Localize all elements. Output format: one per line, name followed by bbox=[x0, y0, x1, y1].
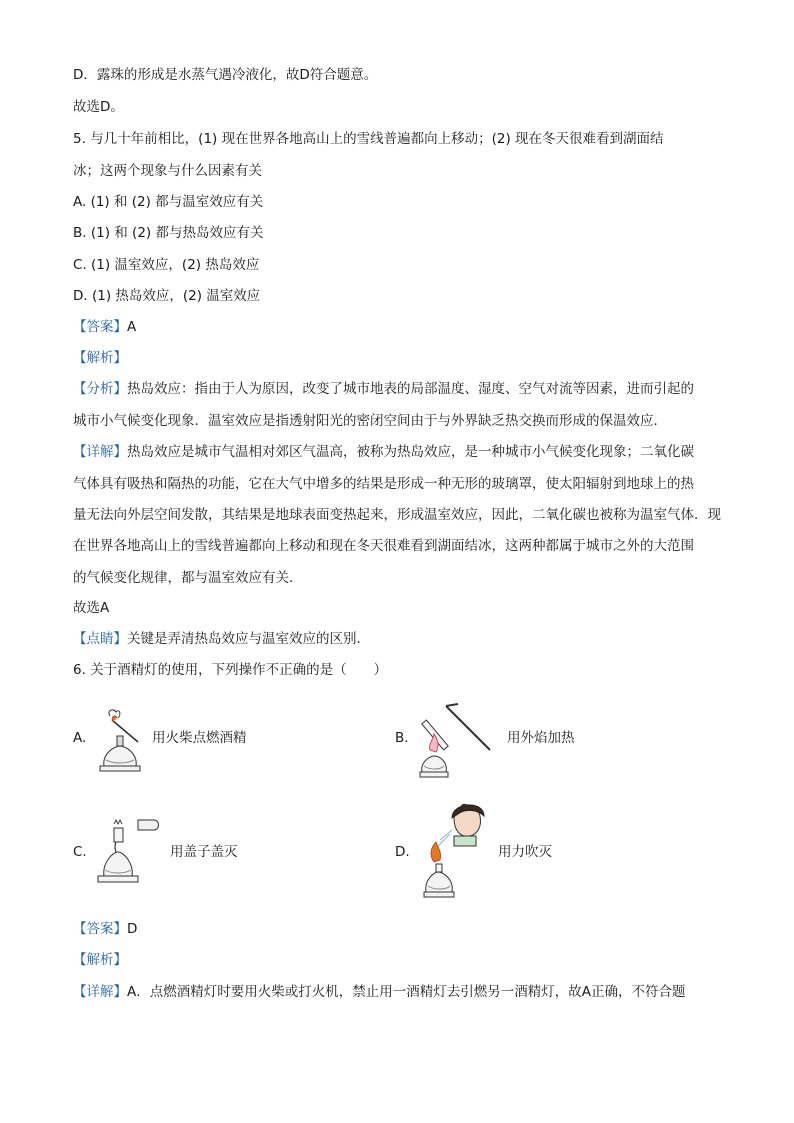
question-5-stem-2: 冰；这两个现象与什么因素有关 bbox=[73, 163, 262, 179]
xiangjie-6-text-1: A．点燃酒精灯时要用火柴或打火机，禁止用一酒精灯去引燃另一酒精灯，故A正确，不符合题 bbox=[127, 984, 686, 1000]
xiangjie-text-1: 热岛效应是城市气温相对郊区气温高，被称为热岛效应，是一种城市小气候变化现象；二氧化碳 bbox=[127, 444, 694, 460]
answer-tag: 【答案】 bbox=[73, 319, 127, 335]
xiangjie-6-line-1 bbox=[73, 983, 685, 1001]
q6-option-a-caption: 用火柴点燃酒精 bbox=[152, 730, 247, 746]
answer-6 bbox=[73, 920, 137, 938]
heating-with-outer-flame-figure bbox=[416, 700, 496, 780]
dianjing-tag: 【点睛】 bbox=[73, 631, 127, 647]
question-5-stem-1: 5. 与几十年前相比，(1) 现在世界各地高山上的雪线普遍都向上移动；(2) 现在冬天很难看到湖面结 bbox=[73, 131, 664, 147]
xiangjie-line-3: 量无法向外层空间发散，其结果是地球表面变热起来，形成温室效应，因此，二氧化碳也被称为温室气体．现 bbox=[73, 507, 721, 523]
q6-option-d-label: D. bbox=[395, 844, 410, 860]
lighting-with-match-figure bbox=[92, 706, 150, 778]
analysis-5-tag: 【解析】 bbox=[73, 350, 127, 366]
xiangjie-tag: 【详解】 bbox=[73, 444, 127, 460]
question-5-option-d: D. (1) 热岛效应，(2) 温室效应 bbox=[73, 288, 261, 304]
fenxi-line-2: 城市小气候变化现象．温室效应是指透射阳光的密闭空间由于与外界缺乏热交换而形成的保温效应． bbox=[73, 413, 667, 429]
line-d-statement: D．露珠的形成是水蒸气遇冷液化，故D符合题意。 bbox=[73, 67, 378, 83]
q6-option-b-caption: 用外焰加热 bbox=[507, 730, 575, 746]
xiangjie-line-2: 气体具有吸热和隔热的功能，它在大气中增多的结果是形成一种无形的玻璃罩，使太阳辐射到地球上的热 bbox=[73, 476, 694, 492]
analysis-6-tag: 【解析】 bbox=[73, 952, 127, 968]
choose-a-line: 故选A bbox=[73, 600, 110, 616]
question-5-option-b: B. (1) 和 (2) 都与热岛效应有关 bbox=[73, 225, 264, 241]
fenxi-tag: 【分析】 bbox=[73, 381, 127, 397]
q6-option-d-caption: 用力吹灭 bbox=[498, 844, 552, 860]
xiangjie-line-1 bbox=[73, 443, 694, 461]
line-choose-d: 故选D。 bbox=[73, 99, 124, 115]
dianjing-text: 关键是弄清热岛效应与温室效应的区别． bbox=[127, 631, 370, 647]
answer-value: D bbox=[127, 921, 138, 937]
fenxi-line-1 bbox=[73, 380, 694, 398]
question-5-option-a: A. (1) 和 (2) 都与温室效应有关 bbox=[73, 194, 264, 210]
xiangjie-line-4: 在世界各地高山上的雪线普遍都向上移动和现在冬天很难看到湖面结冰，这两种都属于城市之外的大范围 bbox=[73, 538, 694, 554]
blowing-out-flame-figure bbox=[418, 802, 488, 902]
answer-5 bbox=[73, 318, 136, 336]
fenxi-text-1: 热岛效应：指由于人为原因，改变了城市地表的局部温度、湿度、空气对流等因素，进而引起的 bbox=[127, 381, 694, 397]
answer-tag: 【答案】 bbox=[73, 921, 127, 937]
question-6-stem: 6. 关于酒精灯的使用，下列操作不正确的是（ ） bbox=[73, 662, 388, 678]
q6-option-b-label: B. bbox=[395, 730, 409, 746]
q6-option-c-caption: 用盖子盖灭 bbox=[170, 844, 238, 860]
q6-option-c-label: C. bbox=[73, 844, 87, 860]
xiangjie-tag: 【详解】 bbox=[73, 984, 127, 1000]
answer-value: A bbox=[127, 319, 137, 335]
dianjing-line bbox=[73, 630, 370, 648]
xiangjie-line-5: 的气候变化规律，都与温室效应有关． bbox=[73, 570, 303, 586]
question-5-option-c: C. (1) 温室效应，(2) 热岛效应 bbox=[73, 257, 260, 273]
q6-option-a-label: A. bbox=[73, 730, 87, 746]
covering-with-cap-figure bbox=[92, 818, 162, 894]
